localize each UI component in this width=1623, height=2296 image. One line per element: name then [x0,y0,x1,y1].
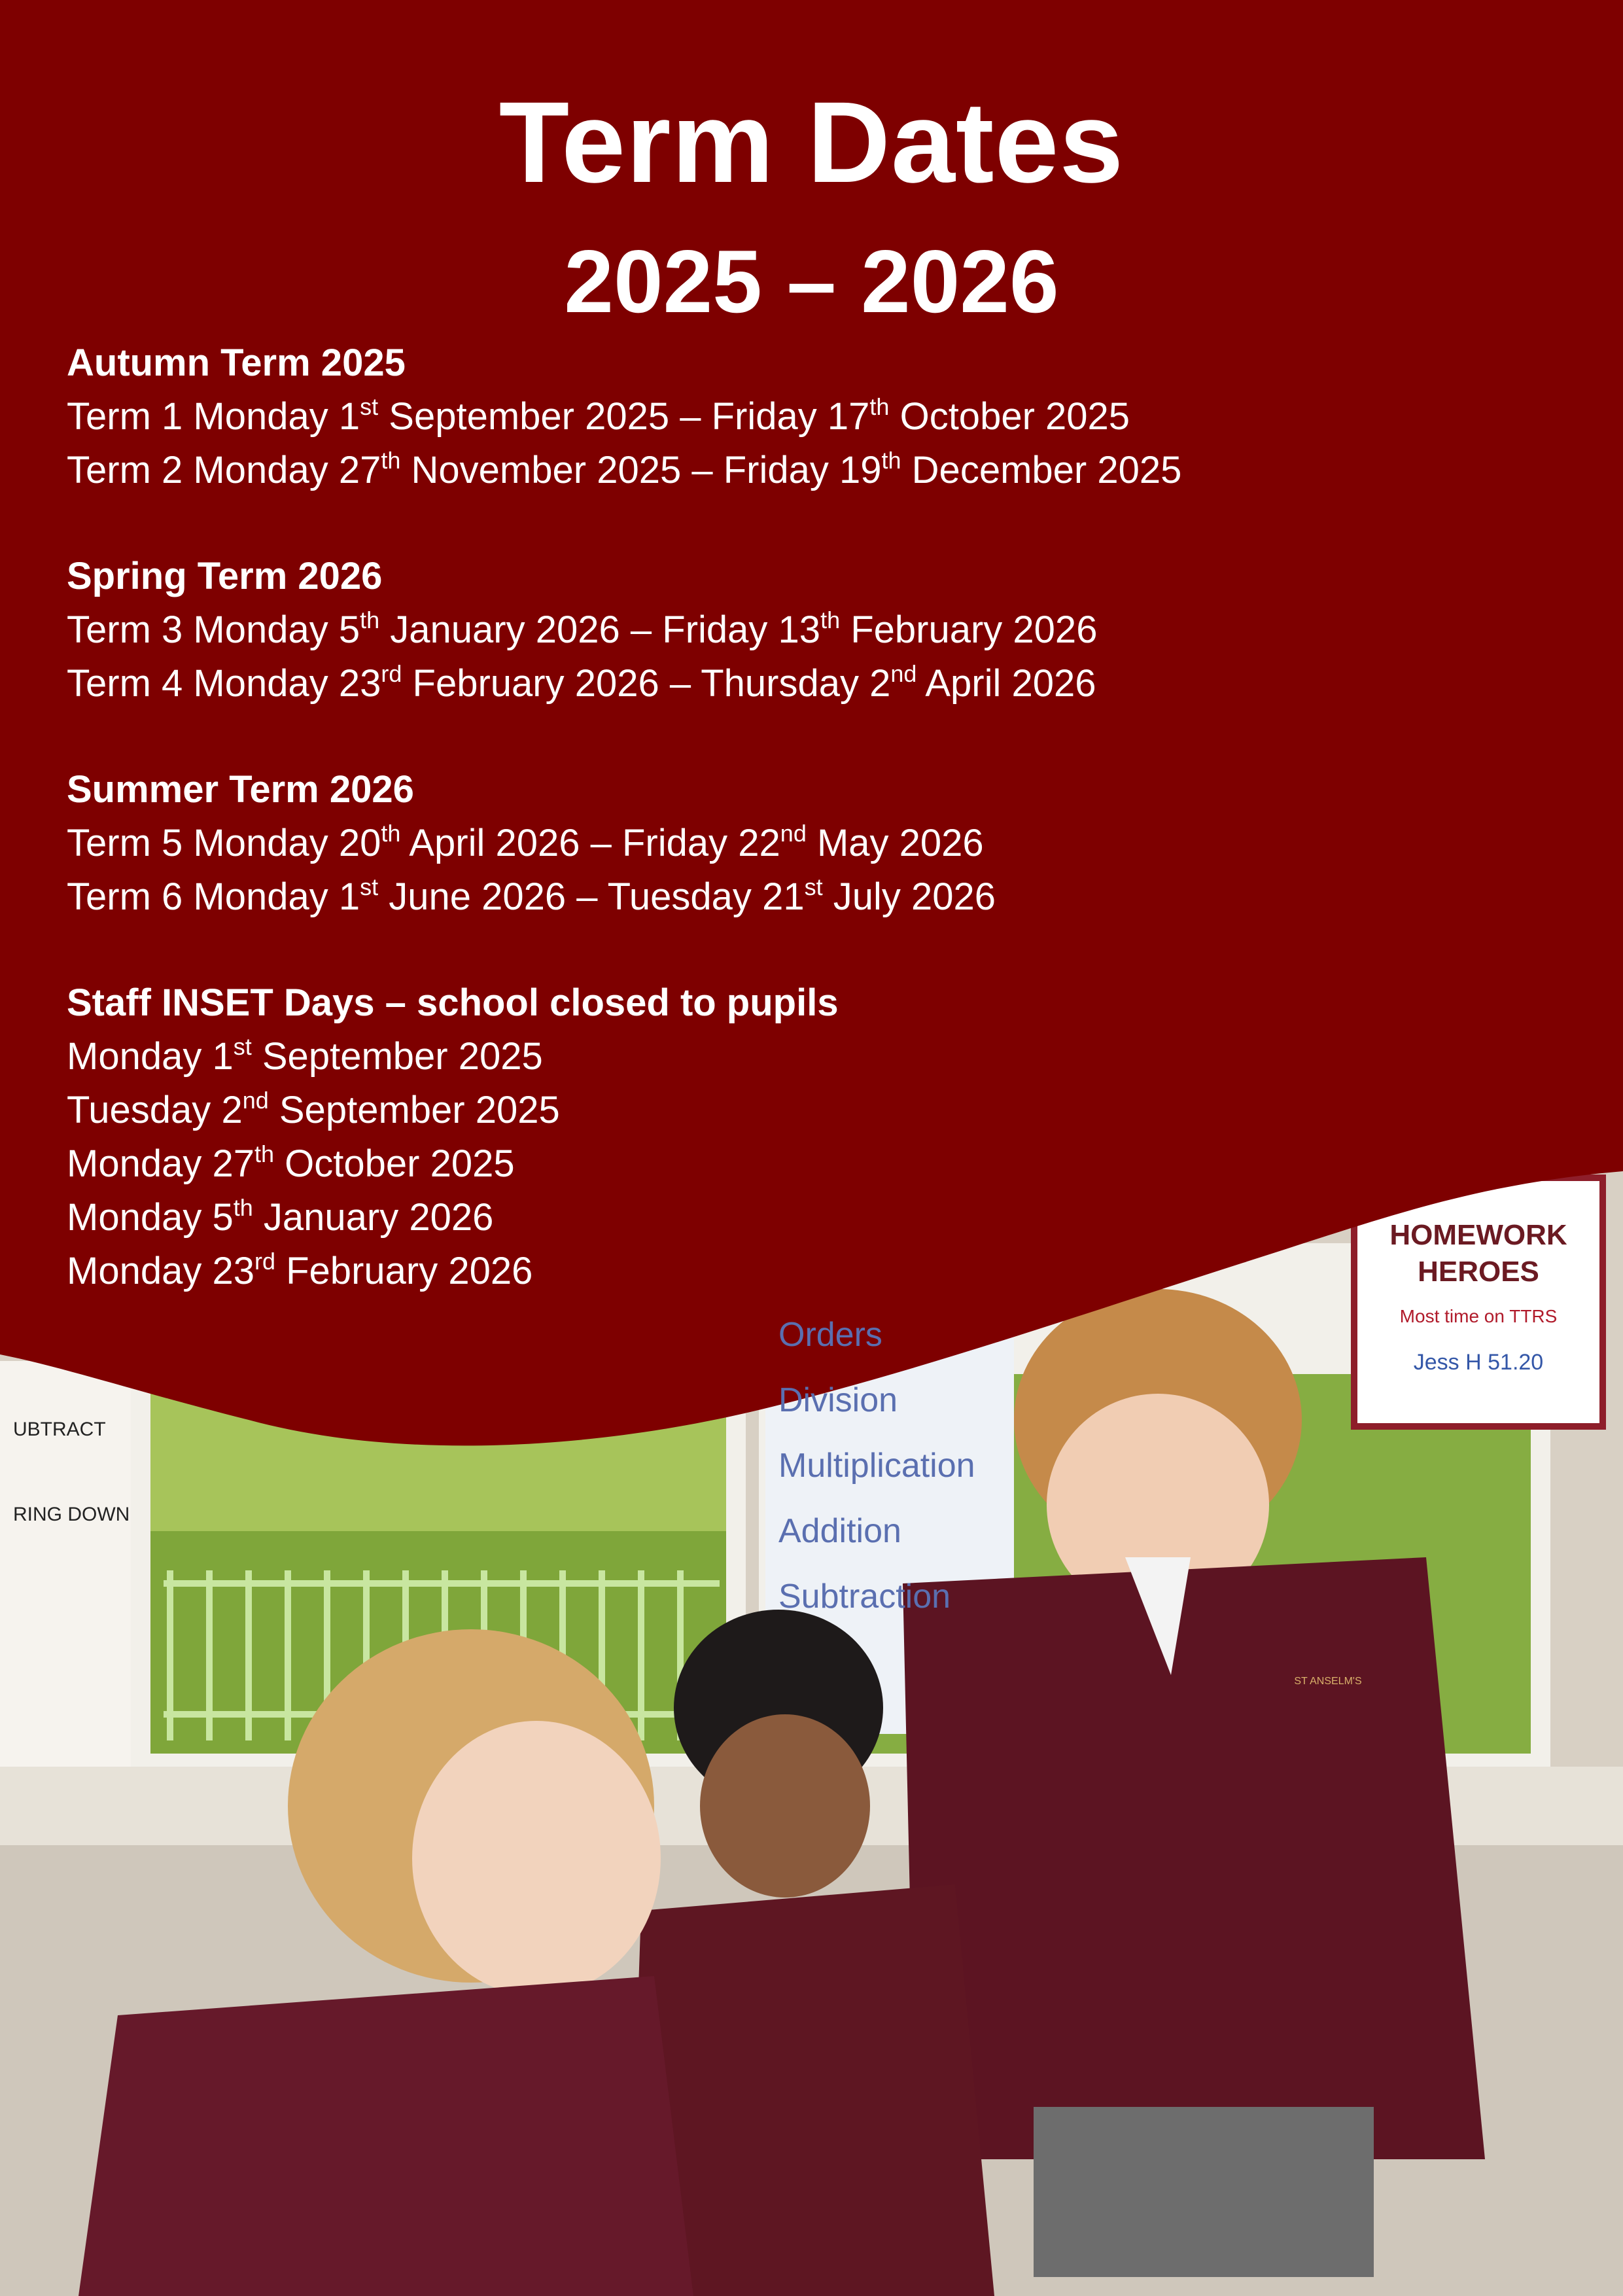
school-badge: ST ANSELM'S [1294,1676,1362,1687]
bodmas-word: Division [778,1381,898,1419]
inset-day: Monday 1st September 2025 [67,1033,543,1078]
bodmas-word: Addition [778,1512,901,1550]
term-line: Term 6 Monday 1st June 2026 – Tuesday 21st July 2026 [67,874,996,918]
inset-day: Tuesday 2nd September 2025 [67,1087,560,1131]
poster-entry: Jess H 51.20 [1413,1350,1544,1375]
left-poster [13,1387,131,1557]
bodmas-word: Multiplication [778,1447,975,1485]
term-line: Term 2 Monday 27th November 2025 – Friday 19th December 2025 [67,447,1182,491]
left-poster-word: UBTRACT [13,1419,106,1440]
summer-term-section [67,763,1571,924]
section-heading: Staff INSET Days – school closed to pupils [67,981,839,1024]
spring-term-section [67,550,1571,711]
poster-subheading: Most time on TTRS [1399,1306,1558,1326]
term-line: Term 5 Monday 20th April 2026 – Friday 22nd May 2026 [67,820,984,864]
left-poster-word: RING DOWN [13,1504,130,1525]
section-heading: Spring Term 2026 [67,555,383,597]
inset-day: Monday 5th January 2026 [67,1194,494,1239]
section-heading: Autumn Term 2025 [67,342,406,384]
page-subtitle: 2025 – 2026 [564,232,1059,331]
term-line: Term 3 Monday 5th January 2026 – Friday 13th February 2026 [67,607,1098,651]
term-line: Term 1 Monday 1st September 2025 – Friday 17th October 2025 [67,393,1130,438]
bodmas-poster [778,1302,1007,1629]
inset-day: Monday 23rd February 2026 [67,1248,533,1292]
bodmas-word: Orders [778,1316,882,1354]
term-line: Term 4 Monday 23rd February 2026 – Thursday 2nd April 2026 [67,660,1096,705]
autumn-term-section [67,336,1571,497]
page-title: Term Dates [498,79,1125,207]
section-heading: Summer Term 2026 [67,768,414,811]
homework-heroes-poster [1374,1217,1583,1382]
poster-heading: HOMEWORK HEROES [1389,1219,1567,1288]
inset-day: Monday 27th October 2025 [67,1140,515,1185]
bodmas-word: Subtraction [778,1578,951,1616]
inset-days-section [67,976,1571,1298]
